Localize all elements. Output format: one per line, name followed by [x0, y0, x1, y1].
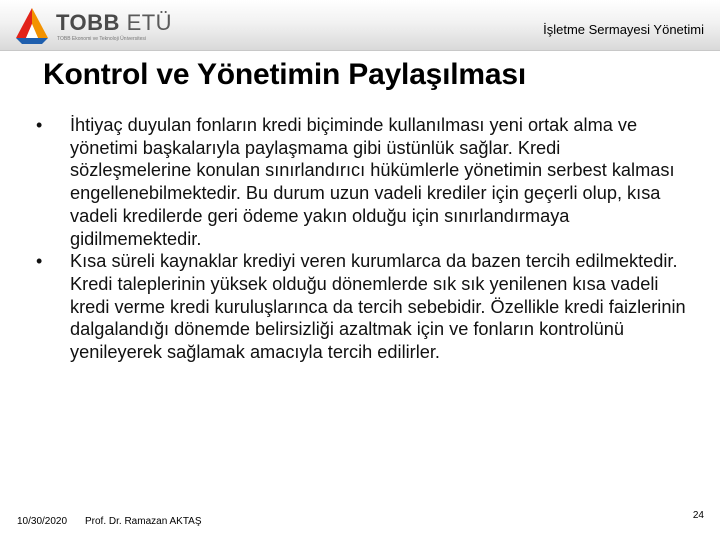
- page-number: 24: [692, 510, 704, 521]
- logo-name: TOBB: [56, 10, 120, 35]
- header-bar: [0, 0, 720, 51]
- header-title: İşletme Sermayesi Yönetimi: [543, 22, 704, 37]
- logo-suffix: ETÜ: [126, 10, 173, 35]
- tobb-logo-mark-icon: [12, 6, 52, 46]
- footer-author: Prof. Dr. Ramazan AKTAŞ: [85, 516, 202, 527]
- bullet-marker: •: [36, 115, 43, 135]
- footer-date: 10/30/2020: [17, 516, 68, 527]
- slide-title: Kontrol ve Yönetimin Paylaşılması: [43, 58, 527, 91]
- logo-wordmark: [56, 10, 172, 36]
- bullet-text: Kısa süreli kaynaklar krediyi veren kurumlarca da bazen tercih edilmektedir. Kredi taleplerinin yüksek olduğu dönemlerde sık sık yenilenen kısa vadeli kredi verme kredi kuruluşlarınca da tercih sebebidir. Özellikle kredi faizlerinin dalgalandığı dönemde belirsizliği azaltmak için ve fonların kontrolünü yenileyerek sağlamak amacıyla tercih edilirler.: [70, 251, 686, 363]
- bullet-item: [36, 114, 686, 250]
- tobb-etu-logo: [12, 6, 172, 46]
- bullet-text: İhtiyaç duyulan fonların kredi biçiminde kullanılması yeni ortak alma ve yönetimi başkalarıyla paylaşmama gibi üstünlük sağlar. Kredi sözleşmelerine konulan sınırlandırıcı hükümlerle yönetimin serbest kalması engellenebilmektedir. Bu durum uzun vadeli krediler için geçerli olup, kısa vadeli kredilerde geri ödeme yakın olduğu için sınırlandırmaya gidilmemektedir.: [70, 115, 675, 249]
- slide-content: [36, 114, 686, 364]
- bullet-marker: •: [36, 251, 43, 272]
- logo-tagline: TOBB Ekonomi ve Teknoloji Üniversitesi: [57, 36, 147, 42]
- bullet-item: [36, 250, 686, 364]
